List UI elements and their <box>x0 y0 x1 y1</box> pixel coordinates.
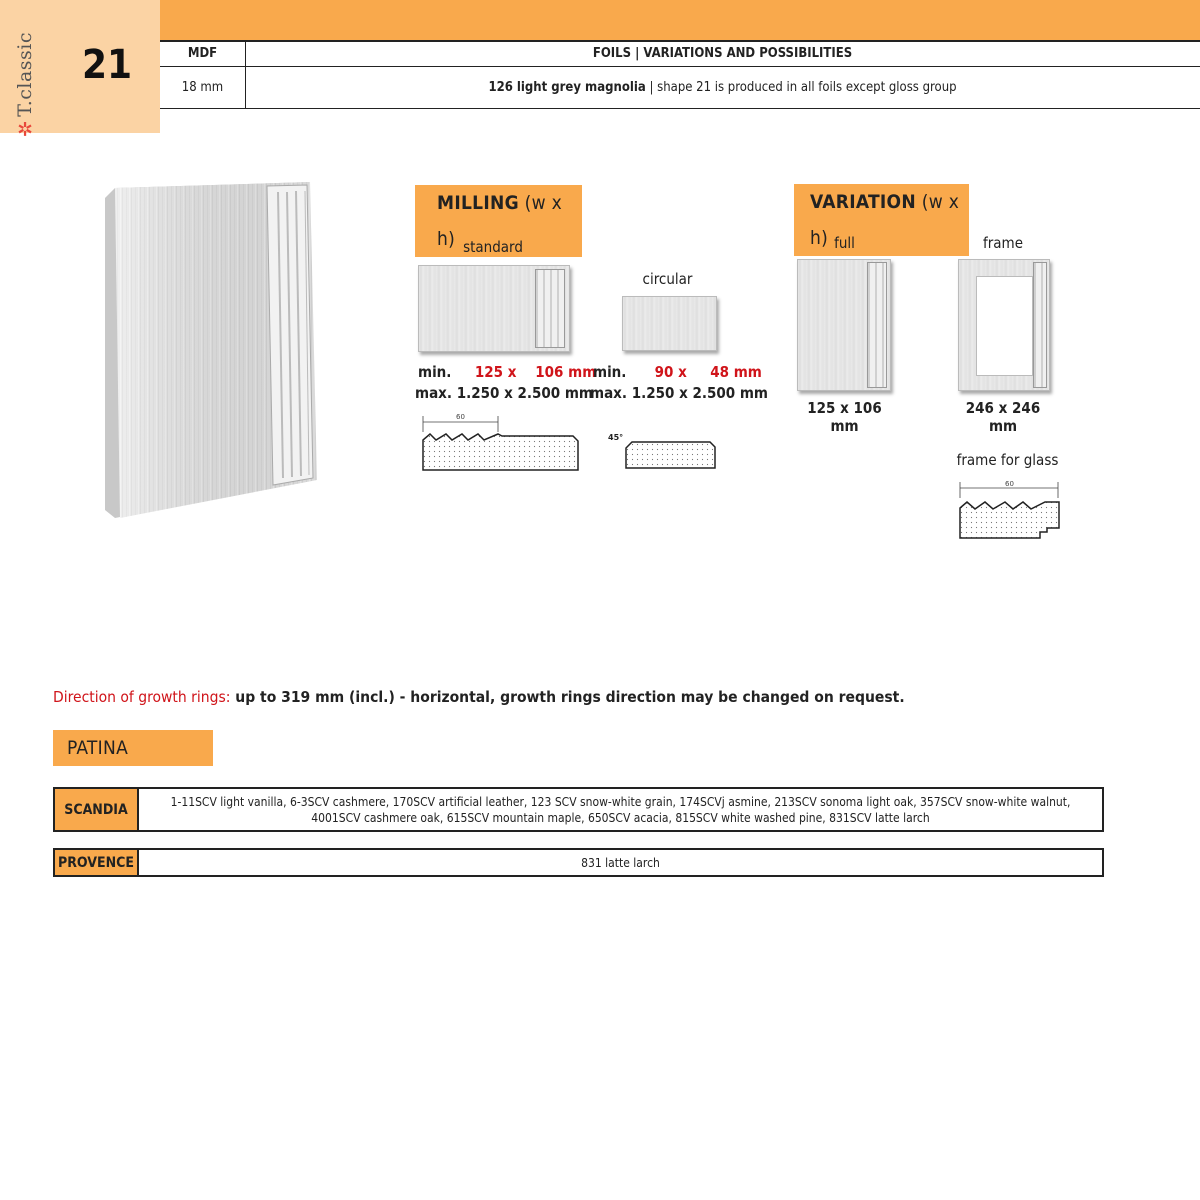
growth-rings-label: Direction of growth rings: <box>53 688 231 706</box>
foil-name: 126 light grey magnolia <box>488 80 646 95</box>
frame-glass-profile-width: 60 <box>1005 480 1014 488</box>
frame-glass-label: frame for glass <box>956 451 1059 469</box>
patina-provence-key: PROVENCE <box>55 850 139 875</box>
circular-min-row <box>593 363 762 381</box>
brand-flower-icon: ✲ <box>14 116 36 140</box>
milling-title: MILLING <box>437 192 519 214</box>
circular-min-h: 48 mm <box>710 363 762 381</box>
patina-tag: PATINA <box>53 730 213 766</box>
growth-rings-text: up to 319 mm (incl.) - horizontal, growth rings direction may be changed on request. <box>230 688 905 706</box>
foil-note: | shape 21 is produced in all foils except gloss group <box>645 80 957 95</box>
brand-name: T.classic <box>14 32 36 117</box>
standard-sample <box>418 265 570 352</box>
circular-label: circular <box>642 270 693 288</box>
standard-max: max. 1.250 x 2.500 mm <box>415 384 593 402</box>
frame-glass-profile-drawing <box>955 476 1070 544</box>
variation-title: VARIATION <box>810 191 916 213</box>
patina-row-scandia <box>53 787 1104 832</box>
brand-logo <box>14 32 36 139</box>
patina-row-provence <box>53 848 1104 877</box>
standard-min-row <box>418 363 596 381</box>
full-sample <box>797 259 891 391</box>
frame-label: frame <box>982 234 1023 252</box>
standard-profile-width: 60 <box>456 413 465 421</box>
frame-dims: 246 x 246 mm <box>965 399 1041 435</box>
table-divider <box>245 40 246 109</box>
frame-sample <box>958 259 1050 391</box>
door-front-image <box>95 180 335 525</box>
shape-code: 21 <box>81 42 133 88</box>
standard-min-w: 125 x <box>474 363 517 381</box>
patina-scandia-key: SCANDIA <box>55 789 139 830</box>
col-material-label: MDF <box>187 46 218 61</box>
circular-sample <box>622 296 717 351</box>
full-grooves <box>867 262 887 388</box>
patina-scandia-value: 1-11SCV light vanilla, 6-3SCV cashmere, 170SCV artificial leather, 123 SCV snow-white grain, 174SCVj asmine, 213SCV sonoma light oak, 357SCV snow-white walnut, 4001SCV cashmere oak, 615SCV mountain maple, 650SCV acacia, 815SCV white washed pine, 831SCV latte larch <box>170 794 1071 825</box>
circular-profile-drawing <box>606 428 721 473</box>
circular-max: max. 1.250 x 2.500 mm <box>590 384 768 402</box>
full-label: full <box>834 234 855 252</box>
standard-grooves <box>535 269 565 348</box>
frame-grooves <box>1033 262 1047 388</box>
growth-rings-note <box>53 688 905 706</box>
standard-label: standard <box>463 238 523 256</box>
table-bottom-border <box>160 108 1200 109</box>
full-dims: 125 x 106 mm <box>807 399 882 435</box>
standard-min-h: 106 mm <box>535 363 597 381</box>
circular-min-w: 90 x <box>654 363 687 381</box>
frame-opening <box>976 276 1033 376</box>
top-bar <box>160 0 1200 40</box>
circular-profile-angle: 45° <box>608 433 624 442</box>
col-foils-label: FOILS | VARIATIONS AND POSSIBILITIES <box>592 46 853 61</box>
milling-title-sub: (w x h) <box>437 192 563 250</box>
standard-profile-drawing <box>418 410 583 475</box>
standard-min-prefix: min. <box>418 363 452 381</box>
circular-min-prefix: min. <box>593 363 627 381</box>
thickness-value: 18 mm <box>181 80 224 95</box>
table-mid-border <box>160 66 1200 67</box>
foil-info <box>245 68 1200 108</box>
patina-provence-value: 831 latte larch <box>581 855 660 870</box>
variation-title-sub: (w x h) <box>810 191 960 249</box>
